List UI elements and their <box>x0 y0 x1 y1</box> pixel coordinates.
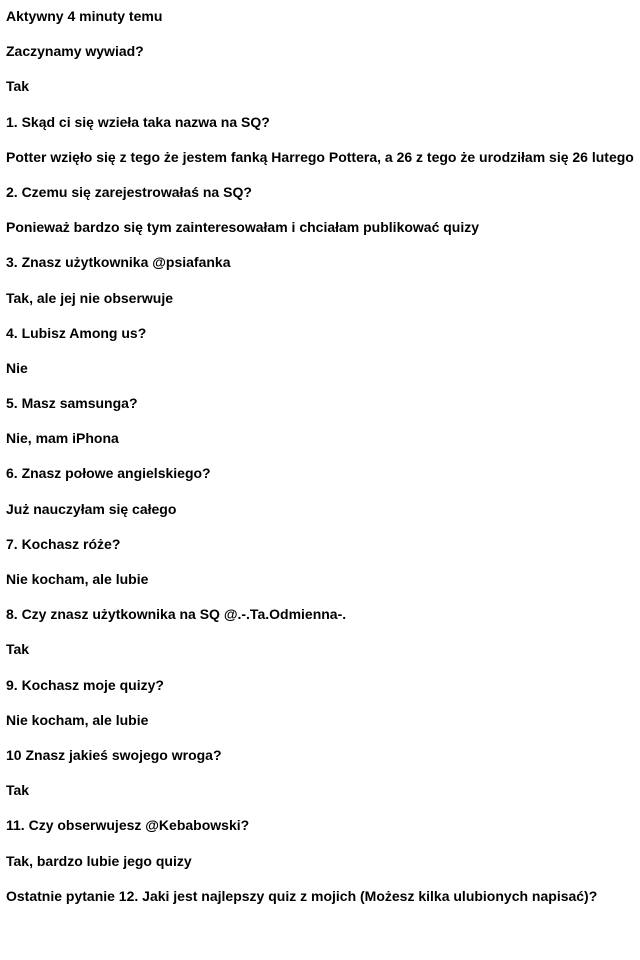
text-line: 5. Masz samsunga? <box>6 395 138 412</box>
text-line: 1. Skąd ci się wzieła taka nazwa na SQ? <box>6 113 270 130</box>
text-line: 9. Kochasz moje quizy? <box>6 676 164 693</box>
text-line: 6. Znasz połowe angielskiego? <box>6 465 211 482</box>
text-line: Zaczynamy wywiad? <box>6 43 144 60</box>
activity-status: Aktywny 4 minuty temu <box>6 8 163 24</box>
text-line: Nie kocham, ale lubie <box>6 571 149 587</box>
text-line: Tak <box>6 78 30 95</box>
text-line: 10 Znasz jakieś swojego wroga? <box>6 746 222 763</box>
text-line: Potter wzięło się z tego że jestem fanką Harrego Pottera, a 26 z tego że urodziłam się 26 lutego <box>6 148 634 165</box>
text-line: Ostatnie pytanie 12. Jaki jest najlepszy quiz z mojich (Możesz kilka ulubionych napisać)? <box>6 887 598 904</box>
text-line: Tak, bardzo lubie jego quizy <box>6 852 192 869</box>
text-line: Tak <box>6 641 30 658</box>
text-line: 4. Lubisz Among us? <box>6 324 147 341</box>
text-line: 7. Kochasz róże? <box>6 535 121 552</box>
text-line: Już nauczyłam się całego <box>6 500 177 517</box>
text-line: Ponieważ bardzo się tym zainteresowałam i chciałam publikować quizy <box>6 219 480 236</box>
text-line: 3. Znasz użytkownika @psiafanka <box>6 254 231 271</box>
text-line: Nie, mam iPhona <box>6 430 119 447</box>
text-line: 8. Czy znasz użytkownika na SQ @.-.Ta.Odmienna-. <box>6 606 347 623</box>
text-line: Tak <box>6 782 30 799</box>
text-line: 2. Czemu się zarejestrowałaś na SQ? <box>6 183 252 200</box>
text-line: 11. Czy obserwujesz @Kebabowski? <box>6 817 250 834</box>
text-line: Nie <box>6 359 28 376</box>
text-line: Nie kocham, ale lubie <box>6 711 149 728</box>
text-line: Tak, ale jej nie obserwuje <box>6 289 174 306</box>
